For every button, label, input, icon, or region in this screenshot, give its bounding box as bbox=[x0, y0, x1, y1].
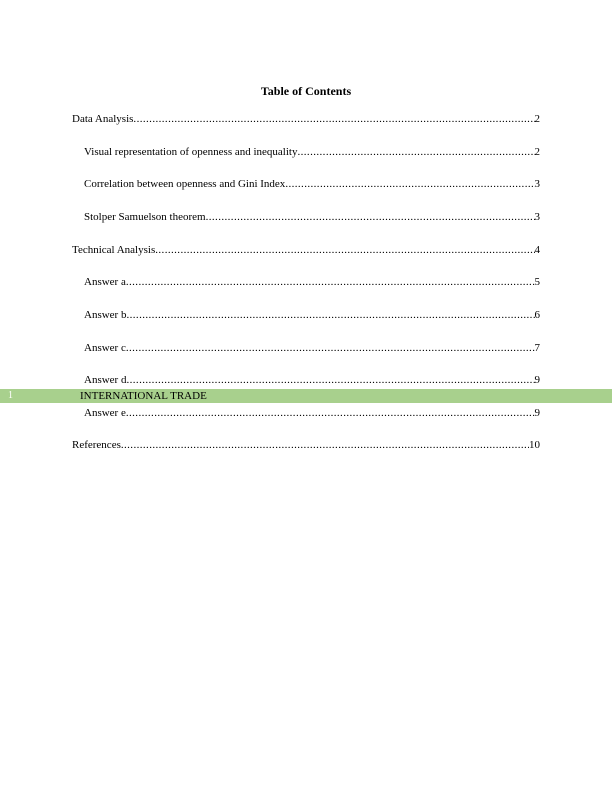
toc-entry-visual-representation[interactable] bbox=[84, 145, 540, 159]
toc-entry-page-number: 6 bbox=[534, 309, 540, 321]
dot-leader bbox=[126, 275, 535, 289]
toc-entry-stolper-samuelson[interactable] bbox=[84, 210, 540, 224]
dot-leader bbox=[126, 308, 534, 322]
dot-leader bbox=[126, 341, 535, 355]
dot-leader bbox=[126, 406, 535, 420]
toc-entry-correlation[interactable] bbox=[84, 177, 540, 191]
dot-leader bbox=[285, 177, 534, 191]
toc-entry-label: Answer c bbox=[84, 342, 126, 354]
toc-entry-answer-e[interactable] bbox=[84, 406, 540, 420]
toc-entry-page-number: 3 bbox=[534, 211, 540, 223]
running-header-title: INTERNATIONAL TRADE bbox=[80, 390, 207, 402]
toc-entry-answer-a[interactable] bbox=[84, 275, 540, 289]
toc-entry-page-number: 4 bbox=[534, 244, 540, 256]
toc-entry-answer-d[interactable] bbox=[84, 373, 540, 387]
toc-entry-answer-b[interactable] bbox=[84, 308, 540, 322]
toc-entry-label: Technical Analysis bbox=[72, 244, 156, 256]
dot-leader bbox=[126, 373, 534, 387]
toc-entry-label: Stolper Samuelson theorem bbox=[84, 211, 206, 223]
toc-entry-label: Answer b bbox=[84, 309, 127, 321]
toc-entry-technical-analysis[interactable] bbox=[72, 243, 540, 257]
toc-entry-page-number: 7 bbox=[534, 342, 540, 354]
toc-entry-label: Data Analysis bbox=[72, 113, 134, 125]
toc-entry-page-number: 2 bbox=[534, 113, 540, 125]
toc-entry-page-number: 10 bbox=[529, 439, 540, 451]
dot-leader bbox=[133, 112, 534, 126]
toc-entry-data-analysis[interactable] bbox=[72, 112, 540, 126]
toc-title: Table of Contents bbox=[260, 84, 352, 98]
toc-entry-label: References bbox=[72, 439, 121, 451]
toc-entry-references[interactable] bbox=[72, 438, 540, 452]
toc-entry-label: Answer e bbox=[84, 407, 126, 419]
toc-entry-label: Visual representation of openness and inequality bbox=[84, 146, 298, 158]
dot-leader bbox=[206, 210, 535, 224]
toc-entry-label: Answer a bbox=[84, 276, 126, 288]
dot-leader bbox=[297, 145, 534, 159]
toc-entry-page-number: 9 bbox=[534, 407, 540, 419]
dot-leader bbox=[155, 243, 534, 257]
toc-entry-page-number: 9 bbox=[534, 374, 540, 386]
toc-entry-label: Correlation between openness and Gini Index bbox=[84, 178, 286, 190]
toc-entry-answer-c[interactable] bbox=[84, 341, 540, 355]
toc-entry-page-number: 2 bbox=[534, 146, 540, 158]
running-header-band bbox=[0, 389, 612, 403]
toc-entry-label: Answer d bbox=[84, 374, 127, 386]
toc-entry-page-number: 5 bbox=[534, 276, 540, 288]
toc-entry-page-number: 3 bbox=[534, 178, 540, 190]
running-header-line-number: 1 bbox=[8, 390, 13, 401]
dot-leader bbox=[121, 438, 529, 452]
